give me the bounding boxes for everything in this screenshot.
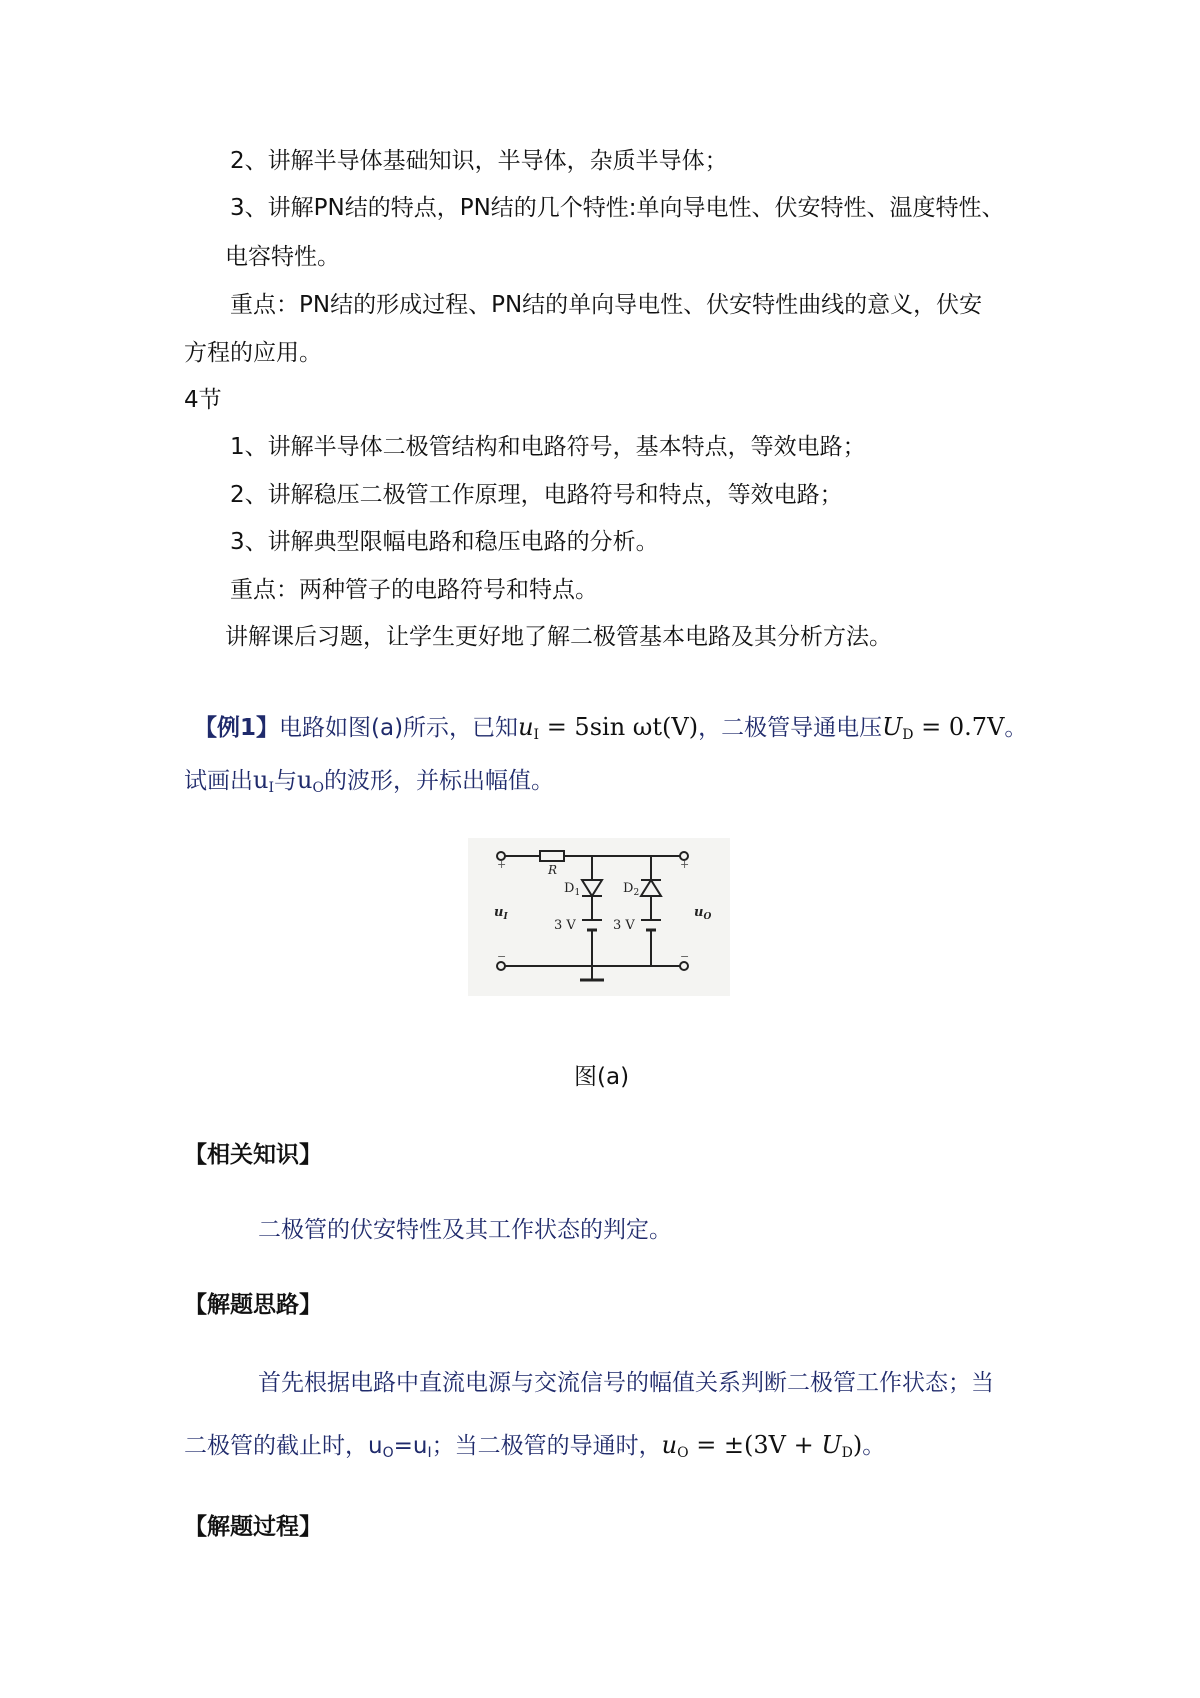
circuit-diagram [468, 838, 730, 996]
diode-d2-symbol [641, 880, 661, 896]
minus-left-label: − [497, 950, 507, 963]
output-minus-terminal [680, 962, 688, 970]
example-text3: 。 [1004, 715, 1028, 741]
d1-label: $D_1$ [564, 881, 581, 898]
section4-item1: 1、讲解半导体二极管结构和电路符号，基本特点，等效电路； [230, 434, 866, 460]
battery-2-label: 3 V [613, 918, 635, 933]
section4-key: 重点：两种管子的电路符号和特点。 [230, 577, 598, 603]
section4-heading: 4节 [184, 387, 222, 413]
figure-caption: 图(a) [574, 1064, 630, 1090]
related-heading: 【相关知识】 [184, 1142, 322, 1168]
example-line2: 试画出$u_I$与$u_O$的波形，并标出幅值。 [184, 766, 554, 796]
section3-item2: 2、讲解半导体基础知识，半导体，杂质半导体； [230, 148, 728, 174]
approach-line1: 首先根据电路中直流电源与交流信号的幅值关系判断二极管工作状态；当 [258, 1370, 994, 1396]
section3-key-line1: 重点：PN结的形成过程、PN结的单向导电性、伏安特性曲线的意义，伏安 [230, 292, 983, 318]
section4-homework: 讲解课后习题，让学生更好地了解二极管基本电路及其分析方法。 [225, 624, 892, 650]
diode-d1-symbol [582, 880, 602, 896]
example-text2: ，二极管导通电压 [698, 715, 883, 741]
section4-item2: 2、讲解稳压二极管工作原理，电路符号和特点，等效电路； [230, 482, 843, 508]
section3-item3-line1: 3、讲解PN结的特点，PN结的几个特性:单向导电性、伏安特性、温度特性、 [230, 195, 1005, 221]
resistor-label: R [548, 863, 558, 877]
section3-item3-line2: 电容特性。 [225, 244, 340, 270]
approach-line2: 二极管的截止时，$u_O=u_I$；当二极管的导通时，$u_O = \pm(3V + U_D)$。 [184, 1431, 886, 1461]
plus-right-label: + [680, 858, 690, 871]
section3-key-line2: 方程的应用。 [184, 340, 322, 366]
battery-1-label: 3 V [554, 918, 576, 933]
example-line1 [194, 712, 1027, 743]
process-heading: 【解题过程】 [184, 1514, 322, 1540]
formula-uo: $u_O = \pm(3V + U_D)$ [661, 1431, 863, 1461]
related-text: 二极管的伏安特性及其工作状态的判定。 [258, 1217, 672, 1243]
input-minus-terminal [497, 962, 505, 970]
formula-ud: $U_D = 0.7V$ [882, 713, 1005, 743]
section4-item3: 3、讲解典型限幅电路和稳压电路的分析。 [230, 529, 659, 555]
plus-left-label: + [497, 858, 507, 871]
resistor-symbol [540, 851, 564, 861]
formula-ui: $u_I = 5\sin$ ωt(V) [518, 713, 699, 743]
example-text1: 电路如图(a)所示，已知 [279, 715, 519, 741]
input-voltage-label: $u_I$ [494, 905, 508, 922]
minus-right-label: − [680, 950, 690, 963]
approach-heading: 【解题思路】 [184, 1292, 322, 1318]
example-tag: 【例1】 [194, 715, 280, 741]
d2-label: $D_2$ [623, 881, 640, 898]
output-voltage-label: $u_O$ [694, 905, 712, 922]
battery-2-symbol [641, 920, 661, 930]
battery-1-symbol [582, 920, 602, 930]
